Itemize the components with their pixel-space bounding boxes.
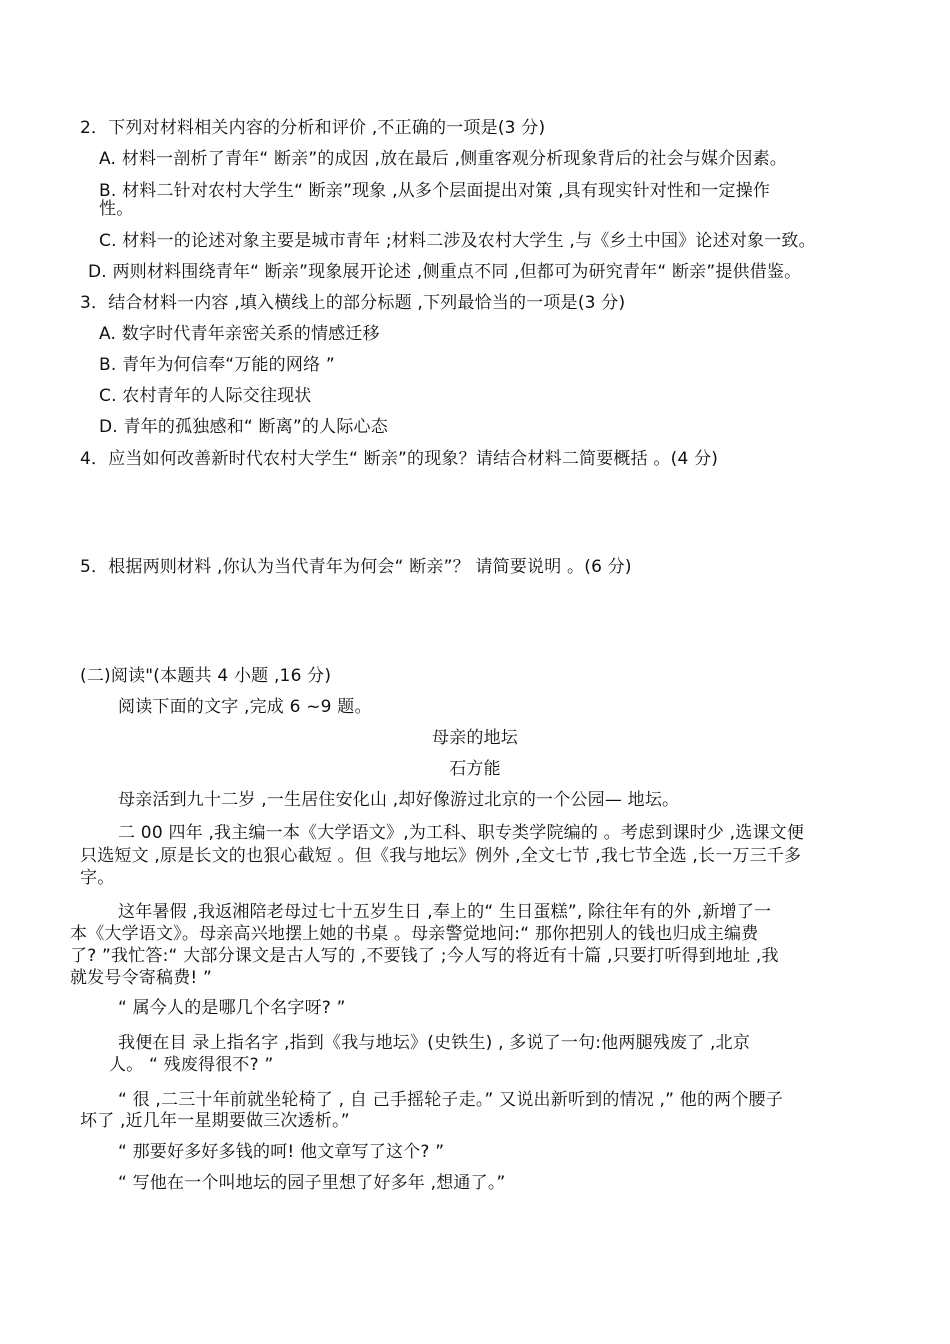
section-heading: (二)阅读"(本题共 4 小题 ,16 分) — [80, 666, 332, 686]
paragraph-5-line-2: 人。 “ 残废得很不? ” — [109, 1055, 274, 1075]
paragraph-3-line-3: 了? ”我忙答:“ 大部分课文是古人写的 ,不要钱了 ;今人写的将近有十篇 ,只要打听得到地址 ,我 — [70, 946, 779, 966]
question-5-stem: 5．根据两则材料 ,你认为当代青年为何会“ 断亲”？ 请简要说明 。(6 分) — [80, 557, 632, 577]
paragraph-8: “ 写他在一个叫地坛的园子里想了好多年 ,想通了。” — [118, 1173, 506, 1193]
section-instruction: 阅读下面的文字 ,完成 6 ~9 题。 — [118, 697, 372, 717]
paragraph-4: “ 属今人的是哪几个名字呀? ” — [118, 998, 346, 1018]
paragraph-7: “ 那要好多好多钱的呵! 他文章写了这个? ” — [118, 1142, 445, 1162]
paragraph-6-line-1: “ 很 ,二三十年前就坐轮椅了 , 自 己手摇轮子走。” 又说出新听到的情况 ,” 他的两个腰子 — [118, 1090, 783, 1110]
paragraph-2-line-1: 二 00 四年 ,我主编一本《大学语文》,为工科、职专类学院编的 。考虑到课时少 ,选课文便 — [118, 823, 805, 843]
question-2-stem: 2．下列对材料相关内容的分析和评价 ,不正确的一项是(3 分) — [80, 118, 546, 138]
question-2-option-a: A. 材料一剖析了青年“ 断亲”的成因 ,放在最后 ,侧重客观分析现象背后的社会与媒介因素。 — [99, 149, 787, 169]
passage-author: 石方能 — [449, 759, 501, 779]
paragraph-2-line-2: 只选短文 ,原是长文的也狠心截短 。但《我与地坛》例外 ,全文七节 ,我七节全选 ,长一万三千多 — [80, 846, 802, 866]
question-3-option-d: D. 青年的孤独感和“ 断离”的人际心态 — [99, 417, 388, 437]
paragraph-3-line-4: 就发号令寄稿费! ” — [70, 968, 213, 988]
paragraph-3-line-1: 这年暑假 ,我返湘陪老母过七十五岁生日 ,奉上的“ 生日蛋糕”, 除往年有的外 ,新增了一 — [118, 902, 772, 922]
paragraph-5-line-1: 我便在目 录上指名字 ,指到《我与地坛》(史铁生) , 多说了一句:他两腿残废了 ,北京 — [118, 1033, 751, 1053]
paragraph-3-line-2: 本《大学语文》。母亲高兴地摆上她的书桌 。母亲警觉地问:“ 那你把别人的钱也归成主编费 — [70, 924, 759, 944]
question-3-option-c: C. 农村青年的人际交往现状 — [99, 386, 312, 406]
question-2-option-b: B. 材料二针对农村大学生“ 断亲”现象 ,从多个层面提出对策 ,具有现实针对性和一定操作 — [99, 181, 771, 201]
question-4-stem: 4．应当如何改善新时代农村大学生“ 断亲”的现象？请结合材料二简要概括 。(4 分) — [80, 449, 719, 469]
paragraph-6-line-2: 坏了 ,近几年一星期要做三次透析。” — [80, 1111, 350, 1131]
question-3-stem: 3．结合材料一内容 ,填入横线上的部分标题 ,下列最恰当的一项是(3 分) — [80, 293, 626, 313]
question-2-option-c: C. 材料一的论述对象主要是城市青年 ;材料二涉及农村大学生 ,与《乡土中国》论述对象一致。 — [99, 231, 816, 251]
question-3-option-a: A. 数字时代青年亲密关系的情感迁移 — [99, 324, 380, 344]
question-2-option-b-cont: 性。 — [99, 199, 134, 219]
question-3-option-b: B. 青年为何信奉“万能的网络 ” — [99, 355, 335, 375]
paragraph-1: 母亲活到九十二岁 ,一生居住安化山 ,却好像游过北京的一个公园— 地坛。 — [118, 790, 680, 810]
paragraph-2-line-3: 字。 — [80, 868, 115, 888]
passage-title: 母亲的地坛 — [432, 728, 518, 748]
question-2-option-d: D. 两则材料围绕青年“ 断亲”现象展开论述 ,侧重点不同 ,但都可为研究青年“ 断亲”提供借鉴。 — [88, 262, 802, 282]
